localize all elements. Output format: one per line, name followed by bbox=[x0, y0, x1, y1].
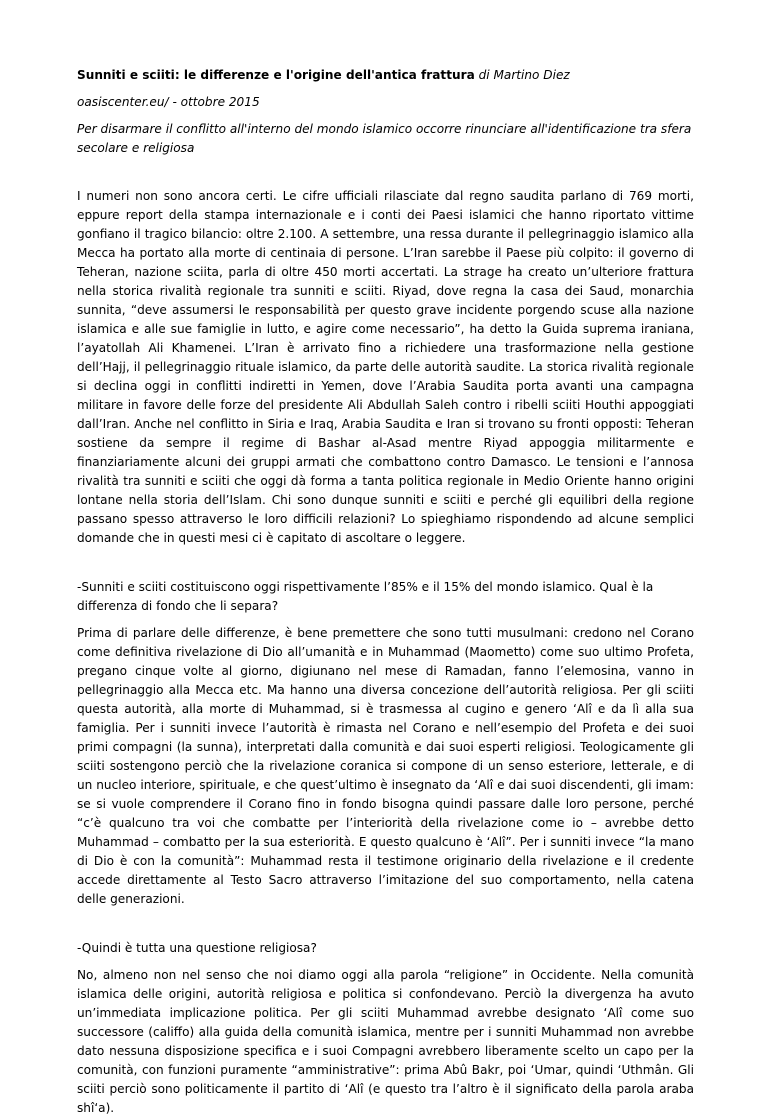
question-1: -Sunniti e sciiti costituiscono oggi rispettivamente l’85% e il 15% del mondo islamico. Qual è la differenza di fondo che li separa? bbox=[77, 580, 654, 613]
answer-2: No, almeno non nel senso che noi diamo oggi alla parola “religione” in Occidente. Nella comunità islamica delle origini, autorità religiosa e politica si confondevano. Perciò la divergenza ha avuto un’immediata implicazione politica. Per gli sciiti Muhammad avrebbe designato ‘Alî come suo successore (califfo) alla guida della comunità islamica, mentre per i sunniti Muhammad non avrebbe dato nessuna disposizione specifica e i suoi Compagni avrebbero liberamente scelto un capo per la comunità, con funzioni puramente “amministrative”: prima Abû Bakr, poi ‘Umar, quindi ‘Uthmân. Gli sciiti perciò sono politicamente il partito di ‘Alî (e questo tra l’altro è il significato della parola araba shî‘a). bbox=[77, 968, 694, 1115]
answer-1: Prima di parlare delle differenze, è bene premettere che sono tutti musulmani: credono nel Corano come definitiva rivelazione di Dio all’umanità e in Muhammad (Maometto) come suo ultimo Profeta, pregano cinque volte al giorno, digiunano nel mese di Ramadan, fanno l’elemosina, vanno in pellegrinaggio alla Mecca etc. Ma hanno una diversa concezione dell’autorità religiosa. Per gli sciiti questa autorità, alla morte di Muhammad, si è trasmessa al cugino e genero ‘Alî e da lì alla sua famiglia. Per i sunniti invece l’autorità è rimasta nel Corano e nell’esempio del Profeta e dei suoi primi compagni (la sunna), interpretati dalla comunità e dai suoi esperti religiosi. Teologicamente gli sciiti sostengono perciò che la rivelazione coranica si compone di un senso esteriore, letterale, e di un nucleo interiore, spirituale, e che quest’ultimo è insegnato da ‘Alî e dai suoi discendenti, gli imam: se si vuole comprendere il Corano fino in fondo bisogna quindi passare dalle loro persone, perché “c’è qualcuno tra voi che combatte per l’interiorità della rivelazione come io – avrebbe detto Muhammad – combatto per la sua esteriorità. E questo qualcuno è ‘Alî”. Per i sunniti invece “la mano di Dio è con la comunità”: Muhammad resta il testimone originario della rivelazione e il credente accede direttamente al Testo Sacro attraverso l’imitazione del suo comportamento, nella catena delle generazioni. bbox=[77, 626, 694, 906]
document-page bbox=[77, 66, 694, 1118]
question-2: -Quindi è tutta una questione religiosa? bbox=[77, 941, 317, 955]
intro-paragraph: I numeri non sono ancora certi. Le cifre ufficiali rilasciate dal regno saudita parlano di 769 morti, eppure report della stampa internazionale e i conti dei Paesi islamici che hanno riportato vittime gonfiano il tragico bilancio: oltre 2.100. A settembre, una ressa durante il pellegrinaggio islamico alla Mecca ha portato alla morte di centinaia di persone. L’Iran sarebbe il Paese più colpito: il governo di Teheran, nazione sciita, parla di oltre 450 morti accertati. La strage ha creato un’ulteriore frattura nella storica rivalità regionale tra sunniti e sciiti. Riyad, dove regna la casa dei Saud, monarchia sunnita, “deve assumersi le responsabilità per questo grave incidente porgendo scuse alla nazione islamica e alle sue famiglie in lutto, e agire come necessario”, ha detto la Guida suprema iraniana, l’ayatollah Ali Khamenei. L’Iran è arrivato fino a richiedere una trasformazione nella gestione dell’Hajj, il pellegrinaggio rituale islamico, da parte delle autorità saudite. La storica rivalità regionale si declina oggi in conflitti indiretti in Yemen, dove l’Arabia Saudita porta avanti una campagna militare in favore delle forze del presidente Ali Abdullah Saleh contro i ribelli sciiti Houthi appoggiati dall’Iran. Anche nel conflitto in Siria e Iraq, Arabia Saudita e Iran si trovano su fronti opposti: Teheran sostiene da sempre il regime di Bashar al-Asad mentre Riyad appoggia militarmente e finanziariamente alcuni dei gruppi armati che combattono contro Damasco. Le tensioni e l’annosa rivalità tra sunniti e sciiti che oggi dà forma a tanta politica regionale in Medio Oriente hanno origini lontane nella storia dell’Islam. Chi sono dunque sunniti e sciiti e perché gli equilibri della regione passano spesso attraverso le loro difficili relazioni? Lo spieghiamo rispondendo ad alcune semplici domande che in questi mesi ci è capitato di ascoltare o leggere. bbox=[77, 189, 694, 545]
article-subtitle: Per disarmare il conflitto all'interno del mondo islamico occorre rinunciare all'identificazione tra sfera secolare e religiosa bbox=[77, 122, 692, 155]
article-source: oasiscenter.eu/ - ottobre 2015 bbox=[77, 95, 260, 109]
article-title: Sunniti e sciiti: le differenze e l'origine dell'antica frattura bbox=[77, 68, 475, 82]
heading-line bbox=[77, 66, 694, 85]
article-author: di Martino Diez bbox=[478, 68, 570, 82]
